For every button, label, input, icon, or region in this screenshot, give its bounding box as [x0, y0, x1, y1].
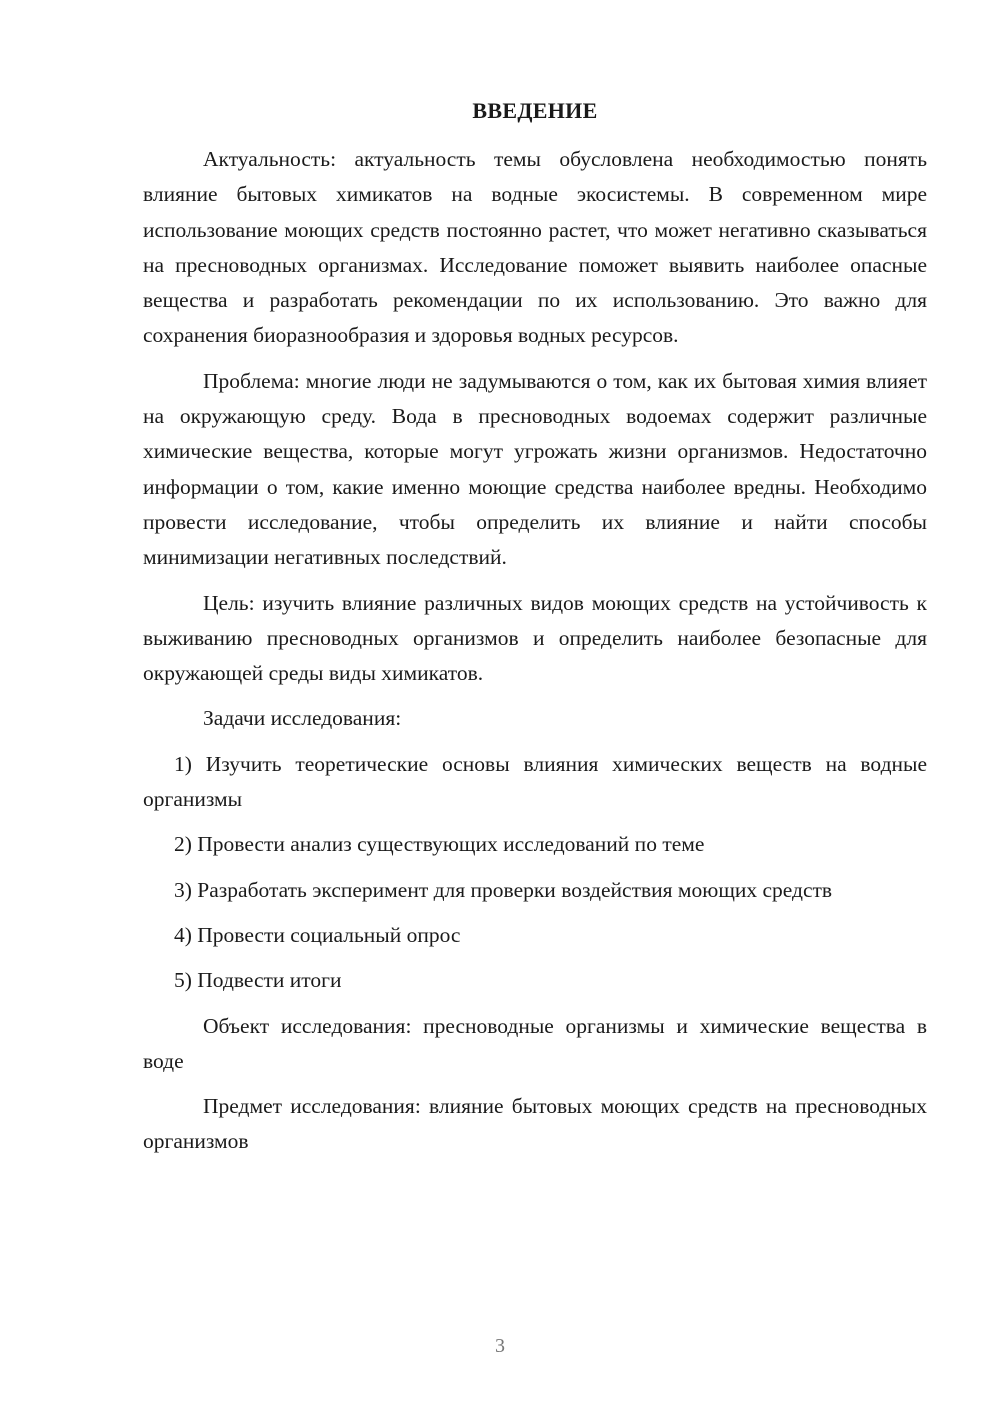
tasks-heading: Задачи исследования: [203, 706, 402, 731]
task-item: 1) Изучить теоретические основы влияния химических веществ на водные организмы [143, 751, 927, 812]
subject-paragraph: Предмет исследования: влияние бытовых моющих средств на пресноводных организмов [143, 1094, 927, 1154]
relevance-paragraph: Актуальность: актуальность темы обусловлена необходимостью понять влияние бытовых химикатов на водные экосистемы. В современном мире использование моющих средств постоянно растет, что может негативно сказываться на пресноводных организмах. Исследование поможет выявить наиболее опасные вещества и разработать рекомендации по их использованию. Это важно для сохранения биоразнообразия и здоровья водных ресурсов. [143, 147, 927, 348]
task-item: 3) Разработать эксперимент для проверки воздействия моющих средств [174, 877, 833, 902]
document-body [143, 142, 927, 1170]
goal-paragraph: Цель: изучить влияние различных видов моющих средств на устойчивость к выживанию пресноводных организмов и определить наиболее безопасные для окружающей среды виды химикатов. [143, 590, 927, 686]
page-number: 3 [495, 1335, 505, 1357]
task-item: 5) Подвести итоги [174, 968, 342, 993]
problem-paragraph: Проблема: многие люди не задумываются о том, как их бытовая химия влияет на окружающую среду. Вода в пресноводных водоемах содержит различные химические вещества, которые могут угрожать жизни организмов. Недостаточно информации о том, какие именно моющие средства наиболее вредны. Необходимо провести исследование, чтобы определить их влияние и найти способы минимизации негативных последствий. [143, 368, 927, 570]
task-item: 4) Провести социальный опрос [174, 922, 461, 947]
object-paragraph: Объект исследования: пресноводные организмы и химические вещества в воде [143, 1013, 927, 1073]
task-item: 2) Провести анализ существующих исследований по теме [174, 832, 705, 857]
section-title: ВВЕДЕНИЕ [472, 98, 598, 123]
